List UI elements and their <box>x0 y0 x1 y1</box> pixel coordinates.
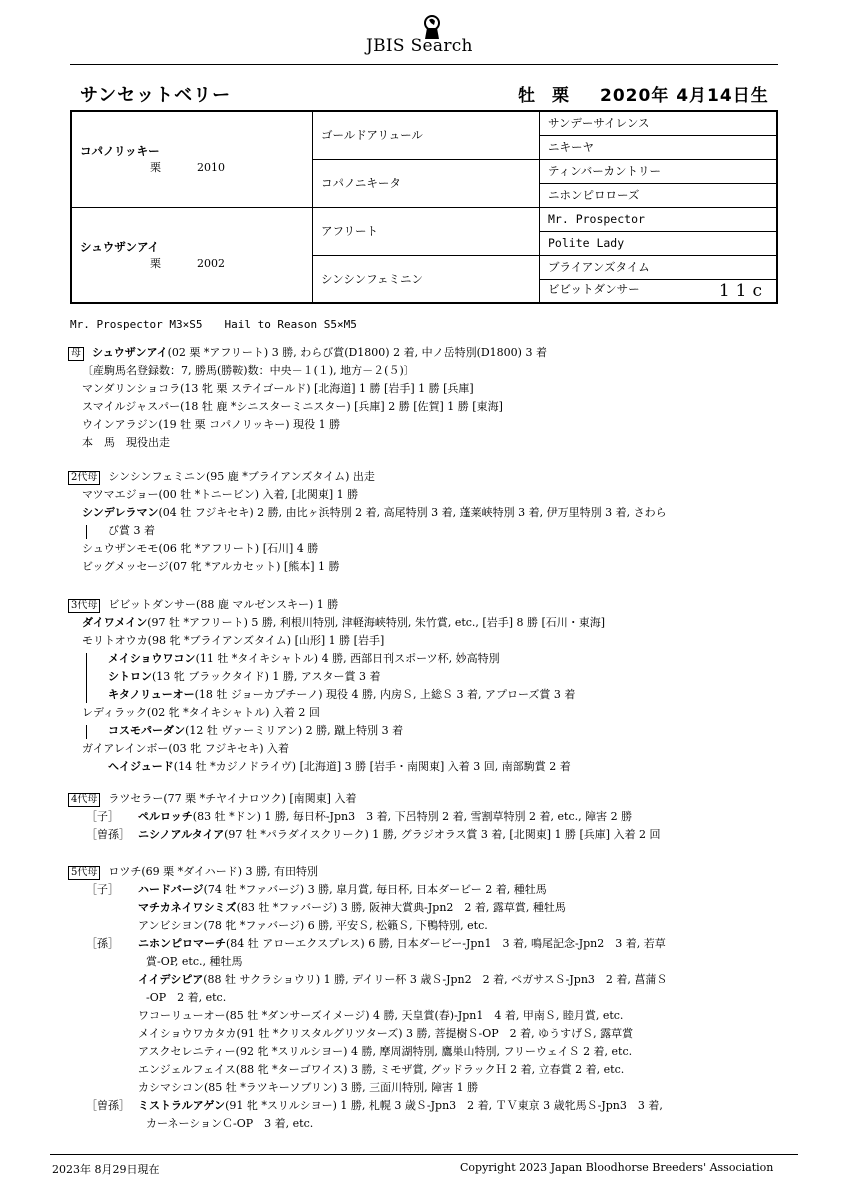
pedigree-sd: コパノニキータ <box>313 159 540 207</box>
sire-cell <box>71 111 313 207</box>
third-dam-grandchild: キタノリューオー(18 牡 ジョーカプチーノ) 現役 4 勝, 内房Ｓ, 上総Ｓ 3 着, アプローズ賞 3 着 <box>108 688 576 701</box>
pedigree-ddd: ビビットダンサー <box>548 281 640 296</box>
dam-offspring: マンダリンショコラ(13 牝 栗 ステイゴールド) [北海道] 1 勝 [岩手] 1 勝 [兵庫] <box>82 382 474 395</box>
inbreeding-item: Mr. Prospector M3×S5 <box>70 318 203 331</box>
fifth-dam-grandchild: カシマシコン(85 牡 *ラツキーソブリン) 3 勝, 三面川特別, 障害 1 勝 <box>138 1081 479 1094</box>
third-dam-grandchild: メイショウワコン(11 牡 *タイキシャトル) 4 勝, 西部日刊スポーツ杯, 妙高特別 <box>108 652 500 665</box>
footer-date: 2023年 8月29日現在 <box>52 1163 160 1176</box>
horse-info <box>518 81 785 106</box>
dam-section <box>68 344 768 452</box>
sire-name: コパノリッキー <box>80 144 160 159</box>
second-dam-offspring: マツマエジョー(00 牡 *トニービン) 入着, [北関東] 1 勝 <box>82 488 359 501</box>
third-dam-grandchild: コスモパーダン(12 牡 ヴァーミリアン) 2 勝, 蹴上特別 3 着 <box>108 724 404 737</box>
fifth-dam-great-grandchild: ［曽孫］ ミストラルアゲン(91 牝 *スリルシヨー) 1 勝, 札幌 3 歳Ｓ-Jpn3 2 着, ＴＶ東京 3 歳牝馬Ｓ-Jpn3 3 着, <box>86 1099 663 1112</box>
fourth-dam-great-grandchild: ［曽孫］ ニシノアルタイア(97 牡 *パラダイスクリーク) 1 勝, グラジオラス賞 3 着, [北関東] 1 勝 [兵庫] 入着 2 回 <box>86 828 661 841</box>
horse-birth: 2020年 4月14日生 <box>600 86 769 106</box>
second-dam-offspring-cont: び賞 3 着 <box>108 524 155 537</box>
family-number: 11c <box>718 280 768 301</box>
fifth-dam-grandchild: イイデシピア(88 牡 サクラショウリ) 1 勝, デイリー杯 3 歳Ｓ-Jpn2 2 着, ペガサスＳ-Jpn3 2 着, 菖蒲Ｓ <box>138 973 668 986</box>
third-dam-tag: 3代母 <box>68 599 100 613</box>
pedigree-dds: ブライアンズタイム <box>540 255 778 279</box>
third-dam-offspring: モリトオウカ(98 牝 *ブライアンズタイム) [山形] 1 勝 [岩手] <box>82 634 385 647</box>
pedigree-ds: アフリート <box>313 207 540 255</box>
fifth-dam-grandchild: ［孫］ ニホンピロマーチ(84 牡 アローエクスプレス) 6 勝, 日本ダービー-Jpn1 3 着, 鳴尾記念-Jpn2 3 着, 若草 <box>86 937 666 950</box>
dam-offspring: スマイルジャスパー(18 牡 鹿 *シニスターミニスター) [兵庫] 2 勝 [佐賀] 1 勝 [東海] <box>82 400 503 413</box>
fifth-dam-grandchild: ワコーリューオー(85 牡 *ダンサーズイメージ) 4 勝, 天皇賞(春)-Jpn1 4 着, 甲南Ｓ, 睦月賞, etc. <box>138 1009 624 1022</box>
dam-details: 栗 2002 <box>150 256 225 270</box>
pedigree-table <box>70 110 778 304</box>
pedigree-dd: シンシンフェミニン <box>313 255 540 303</box>
dam-cell <box>71 207 313 303</box>
fifth-dam-great-grandchild-cont: カーネーションＣ-OP 3 着, etc. <box>146 1117 314 1130</box>
inbreeding-line <box>70 318 379 331</box>
third-dam-offspring: ダイワメイン(97 牡 *アフリート) 5 勝, 利根川特別, 津軽海峡特別, 朱竹賞, etc., [岩手] 8 勝 [石川・東海] <box>82 616 606 629</box>
fourth-dam-child: ［子］ ペルロッチ(83 牡 *ドン) 1 勝, 毎日杯-Jpn3 3 着, 下呂特別 2 着, 雪割草特別 2 着, etc., 障害 2 勝 <box>86 810 633 823</box>
pedigree-sss: サンデーサイレンス <box>540 111 778 135</box>
fourth-dam-tag: 4代母 <box>68 793 100 807</box>
third-dam-grandchild: シトロン(13 牝 ブラックタイド) 1 勝, アスター賞 3 着 <box>108 670 381 683</box>
fifth-dam-grandchild: メイショウワカタカ(91 牡 *クリスタルグリツターズ) 3 勝, 菩提樹Ｓ-OP 2 着, ゆうすげＳ, 露草賞 <box>138 1027 634 1040</box>
sire-details: 栗 2010 <box>150 161 225 175</box>
pedigree-ddd-cell <box>540 279 778 303</box>
dam-name: シュウザンアイ <box>80 239 160 254</box>
inbreeding-item: Hail to Reason S5×M5 <box>224 318 357 331</box>
fifth-dam-grandchild: アスクセレニティー(92 牝 *スリルシヨー) 4 勝, 摩周湖特別, 鷹巣山特別, フリーウェイＳ 2 着, etc. <box>138 1045 633 1058</box>
fourth-dam-section <box>68 790 768 844</box>
horse-sex: 牡 <box>518 86 536 106</box>
horse-color: 栗 <box>552 86 570 106</box>
third-dam-grandchild: ヘイジュード(14 牡 *カジノドライヴ) [北海道] 3 勝 [岩手・南関東] 入着 3 回, 南部駒賞 2 着 <box>108 760 571 773</box>
pedigree-ssd: ニキーヤ <box>540 135 778 159</box>
dam-offspring: 本 馬 現役出走 <box>82 436 170 449</box>
fifth-dam-grandchild: エンジェルフェイス(88 牝 *ターゴワイス) 3 勝, ミモザ賞, グッドラックＨ 2 着, 立春賞 2 着, etc. <box>138 1063 625 1076</box>
third-dam-head: ビビットダンサー(88 鹿 マルゼンスキー) 1 勝 <box>108 598 339 611</box>
tree-line <box>86 725 87 739</box>
third-dam-section <box>68 596 768 776</box>
fifth-dam-child: ［子］ ハードバージ(74 牡 *ファバージ) 3 勝, 皐月賞, 毎日杯, 日本ダービー 2 着, 種牡馬 <box>86 883 547 896</box>
pedigree-ss: ゴールドアリュール <box>313 111 540 159</box>
fifth-dam-head: ロツチ(69 栗 *ダイハード) 3 勝, 有田特別 <box>108 865 318 878</box>
second-dam-offspring: シンデレラマン(04 牡 フジキセキ) 2 勝, 由比ヶ浜特別 2 着, 高尾特別 3 着, 蓬莱峡特別 3 着, 伊万里特別 3 着, さわら <box>82 506 667 519</box>
fifth-dam-grandchild-cont: 賞-OP, etc., 種牡馬 <box>146 955 243 968</box>
second-dam-offspring: シュウザンモモ(06 牝 *アフリート) [石川] 4 勝 <box>82 542 319 555</box>
footer-copyright: Copyright 2023 Japan Bloodhorse Breeders' Association <box>460 1161 774 1174</box>
dam-offspring: ウインアラジン(19 牡 栗 コパノリッキー) 現役 1 勝 <box>82 418 341 431</box>
fifth-dam-section <box>68 863 768 1133</box>
fifth-dam-grandchild-cont: -OP 2 着, etc. <box>146 991 227 1004</box>
second-dam-offspring: ビッグメッセージ(07 牝 *アルカセット) [熊本] 1 勝 <box>82 560 340 573</box>
third-dam-offspring: レディラック(02 牝 *タイキシャトル) 入着 2 回 <box>82 706 320 719</box>
dam-head-name: シュウザンアイ <box>92 346 168 359</box>
second-dam-tag: 2代母 <box>68 471 100 485</box>
header-divider <box>70 64 778 65</box>
pedigree-sdd: ニホンピロローズ <box>540 183 778 207</box>
pedigree-sds: ティンバーカントリー <box>540 159 778 183</box>
second-dam-head: シンシンフェミニン(95 鹿 *ブライアンズタイム) 出走 <box>108 470 375 483</box>
dam-offspring-summary: 〔産駒馬名登録数：7, 勝馬(勝鞍)数：中央－１(１), 地方－２(５)〕 <box>82 364 415 377</box>
dam-tag: 母 <box>68 347 84 361</box>
footer-divider <box>50 1154 798 1155</box>
second-dam-section <box>68 468 768 576</box>
jbis-logo <box>366 14 496 58</box>
pedigree-dsd: Polite Lady <box>540 231 778 255</box>
tree-line <box>86 653 87 703</box>
fifth-dam-child: マチカネイワシミズ(83 牡 *ファバージ) 3 勝, 阪神大賞典-Jpn2 2 着, 露草賞, 種牡馬 <box>138 901 566 914</box>
fourth-dam-head: ラツセラー(77 栗 *チヤイナロツク) [南関東] 入着 <box>108 792 357 805</box>
pedigree-dss: Mr. Prospector <box>540 207 778 231</box>
horse-name: サンセットベリー <box>80 85 232 106</box>
logo-text: JBIS Search <box>366 36 473 56</box>
third-dam-offspring: ガイアレインボー(03 牝 フジキセキ) 入着 <box>82 742 289 755</box>
tree-line <box>86 525 87 539</box>
dam-head-rest: (02 栗 *アフリート) 3 勝, わらび賞(D1800) 2 着, 中ノ岳特別(D1800) 3 着 <box>167 346 547 359</box>
fifth-dam-tag: 5代母 <box>68 866 100 880</box>
fifth-dam-child: アンビシヨン(78 牝 *ファバージ) 6 勝, 平安Ｓ, 松籟Ｓ, 下鴨特別, etc. <box>138 919 488 932</box>
